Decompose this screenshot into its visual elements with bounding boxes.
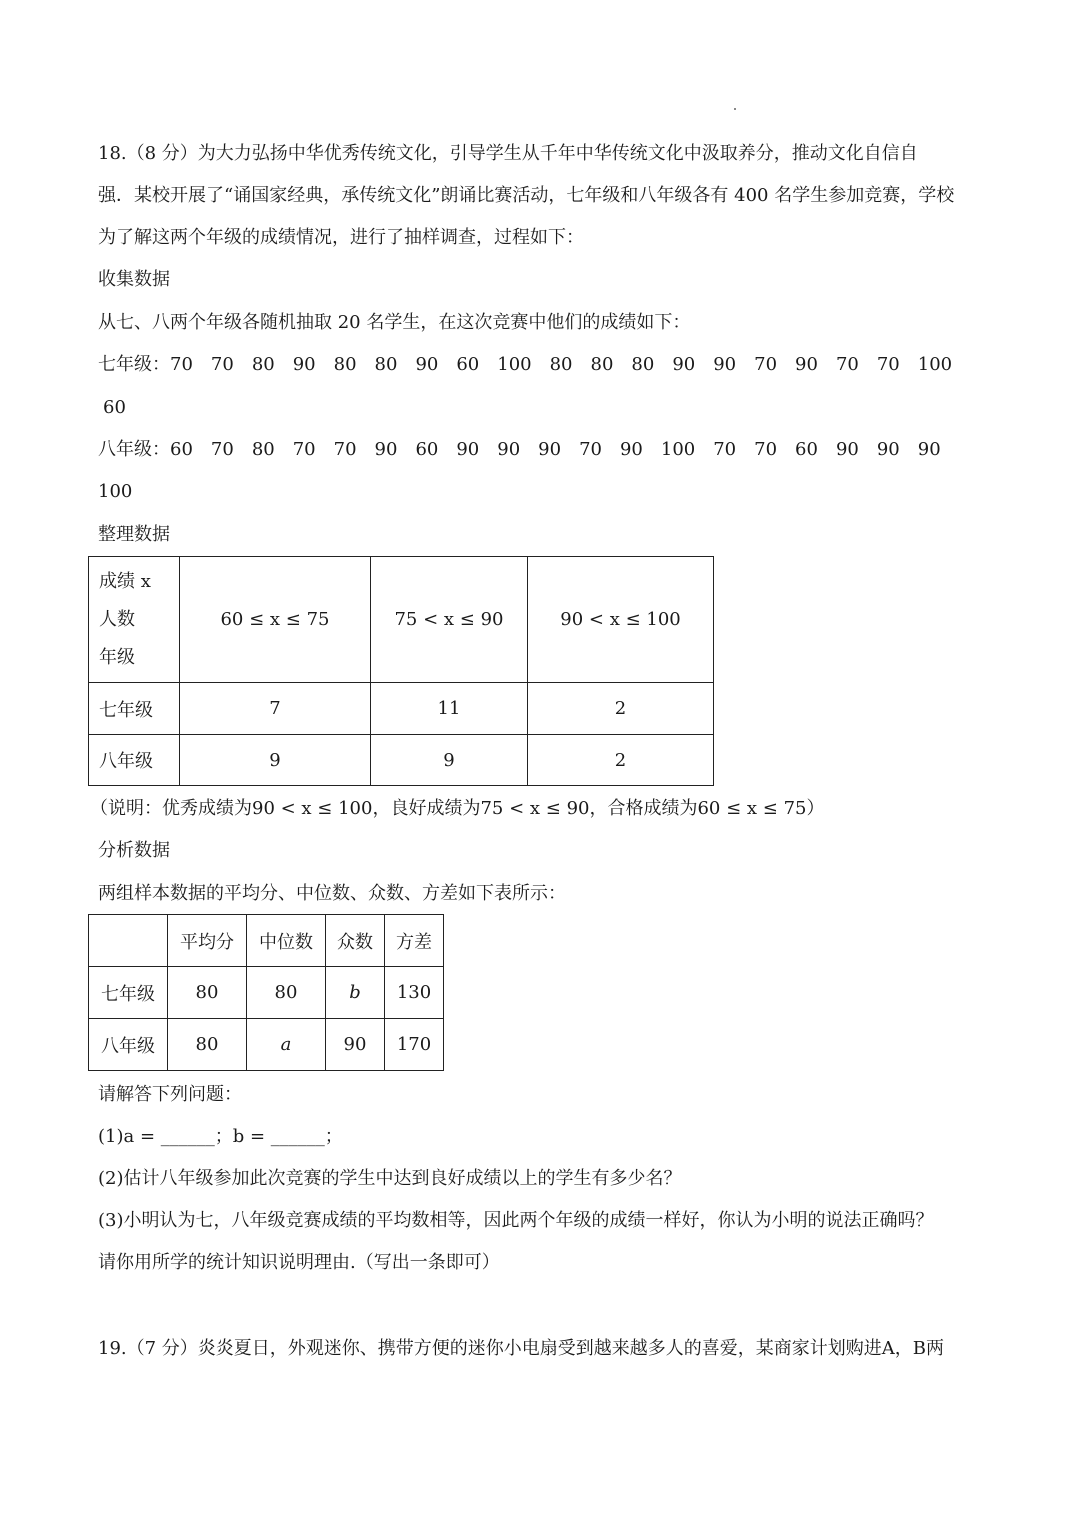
score-value: 90 — [917, 439, 941, 460]
score-value: 100 — [660, 439, 696, 460]
score-value: 90 — [876, 439, 900, 460]
table-row — [89, 1019, 444, 1071]
frequency-table — [88, 556, 714, 786]
table-row — [89, 735, 714, 786]
table2-header-variance: 方差 — [385, 915, 444, 967]
table2-cell: 80 — [168, 1019, 247, 1071]
table-row — [89, 967, 444, 1019]
score-value: 70 — [210, 354, 234, 375]
q18-line3: 为了解这两个年级的成绩情况，进行了抽样调查，过程如下： — [98, 227, 584, 248]
analyze-title: 分析数据 — [98, 840, 170, 861]
table1-header-cell — [89, 557, 180, 683]
score-value: 90 — [456, 439, 480, 460]
question-part-1: (1)a = ______；b = ______； — [98, 1126, 343, 1147]
score-value: 70 — [835, 354, 859, 375]
score-value: 70 — [170, 354, 193, 375]
q18-line1: 18.（8 分）为大力弘扬中华优秀传统文化，引导学生从千年中华传统文化中汲取养分，推动文化自信自 — [98, 143, 918, 164]
table2-cell: 90 — [326, 1019, 385, 1071]
question-part-3b: 请你用所学的统计知识说明理由.（写出一条即可） — [98, 1252, 500, 1273]
score-value: 70 — [579, 439, 602, 460]
question-part-2: (2)估计八年级参加此次竞赛的学生中达到良好成绩以上的学生有多少名？ — [98, 1168, 682, 1189]
table-row — [89, 683, 714, 735]
table2-cell: a — [247, 1019, 326, 1071]
score-value: 90 — [538, 439, 562, 460]
question-part-3a: (3)小明认为七，八年级竞赛成绩的平均数相等，因此两个年级的成绩一样好，你认为小明的说法正确吗？ — [98, 1210, 934, 1231]
table2-header-median: 中位数 — [247, 915, 326, 967]
q18-line2: 强．某校开展了“诵国家经典，承传统文化”朗诵比赛活动，七年级和八年级各有 400 名学生参加竞赛，学校 — [98, 185, 955, 206]
score-value: 80 — [549, 354, 573, 375]
score-value: 70 — [876, 354, 900, 375]
table1-cell: 9 — [371, 735, 528, 786]
table1-cell: 11 — [371, 683, 528, 735]
table2-cell: 170 — [385, 1019, 444, 1071]
table1-col-pass: 60 ≤ x ≤ 75 — [180, 557, 371, 683]
grade8-scores-line — [98, 438, 959, 462]
score-value: 100 — [917, 354, 953, 375]
table2-header-mode: 众数 — [326, 915, 385, 967]
collect-desc: 从七、八两个年级各随机抽取 20 名学生，在这次竞赛中他们的成绩如下： — [98, 312, 691, 333]
table1-header-grade: 年级 — [99, 646, 135, 668]
table1-cell: 2 — [528, 735, 714, 786]
score-value: 90 — [672, 354, 696, 375]
score-value: 100 — [497, 354, 532, 375]
grade7-scores-line — [98, 353, 970, 377]
score-value: 80 — [374, 354, 398, 375]
collect-title: 收集数据 — [98, 269, 170, 290]
table1-row-label: 七年级 — [89, 683, 180, 735]
score-value: 70 — [210, 439, 234, 460]
statistics-table — [88, 914, 444, 1071]
score-value: 80 — [251, 354, 275, 375]
q19-line1: 19.（7 分）炎炎夏日，外观迷你、携带方便的迷你小电扇受到越来越多人的喜爱，某商家计划购进A，B两 — [98, 1338, 945, 1359]
score-value: 60 — [415, 439, 439, 460]
ask-line: 请解答下列问题： — [98, 1084, 242, 1105]
table2-row-label: 八年级 — [89, 1019, 168, 1071]
table1-col-good: 75 < x ≤ 90 — [371, 557, 528, 683]
score-value: 70 — [754, 439, 778, 460]
score-value: 60 — [795, 439, 818, 460]
score-value: 90 — [795, 354, 818, 375]
table2-cell: 130 — [385, 967, 444, 1019]
score-value: 90 — [619, 439, 643, 460]
grade7-scores — [170, 354, 970, 375]
table1-header-score: 成绩 x — [99, 570, 151, 592]
table1-col-excellent: 90 < x ≤ 100 — [528, 557, 714, 683]
score-value: 80 — [251, 439, 275, 460]
score-value: 80 — [333, 354, 357, 375]
score-value: 60 — [170, 439, 193, 460]
organize-title: 整理数据 — [98, 524, 170, 545]
table1-header-count: 人数 — [99, 608, 135, 630]
table2-row-label: 七年级 — [89, 967, 168, 1019]
score-value: 90 — [497, 439, 521, 460]
table2-cell: 80 — [247, 967, 326, 1019]
score-value: 70 — [333, 439, 357, 460]
table2-header-mean: 平均分 — [168, 915, 247, 967]
grade7-last: 60 — [103, 397, 126, 418]
table1-cell: 7 — [180, 683, 371, 735]
grade-note: （说明：优秀成绩为90 < x ≤ 100，良好成绩为75 < x ≤ 90，合格成绩为60 ≤ x ≤ 75） — [90, 798, 825, 819]
score-value: 80 — [631, 354, 655, 375]
grade8-last: 100 — [98, 481, 133, 502]
score-value: 90 — [292, 354, 316, 375]
table1-row-label: 八年级 — [89, 735, 180, 786]
grade7-label: 七年级： — [98, 354, 170, 375]
score-value: 80 — [590, 354, 614, 375]
score-value: 90 — [835, 439, 859, 460]
score-value: 90 — [713, 354, 737, 375]
table2-cell: 80 — [168, 967, 247, 1019]
analyze-desc: 两组样本数据的平均分、中位数、众数、方差如下表所示： — [98, 883, 566, 904]
score-value: 60 — [456, 354, 480, 375]
score-value: 70 — [292, 439, 316, 460]
table2-cell: b — [326, 967, 385, 1019]
score-value: 70 — [754, 354, 778, 375]
score-value: 70 — [713, 439, 737, 460]
grade8-scores — [170, 439, 959, 460]
score-value: 90 — [415, 354, 439, 375]
grade8-label: 八年级： — [98, 439, 170, 460]
table1-cell: 9 — [180, 735, 371, 786]
stray-dot — [734, 108, 736, 110]
table1-cell: 2 — [528, 683, 714, 735]
score-value: 90 — [374, 439, 398, 460]
table2-corner — [89, 915, 168, 967]
